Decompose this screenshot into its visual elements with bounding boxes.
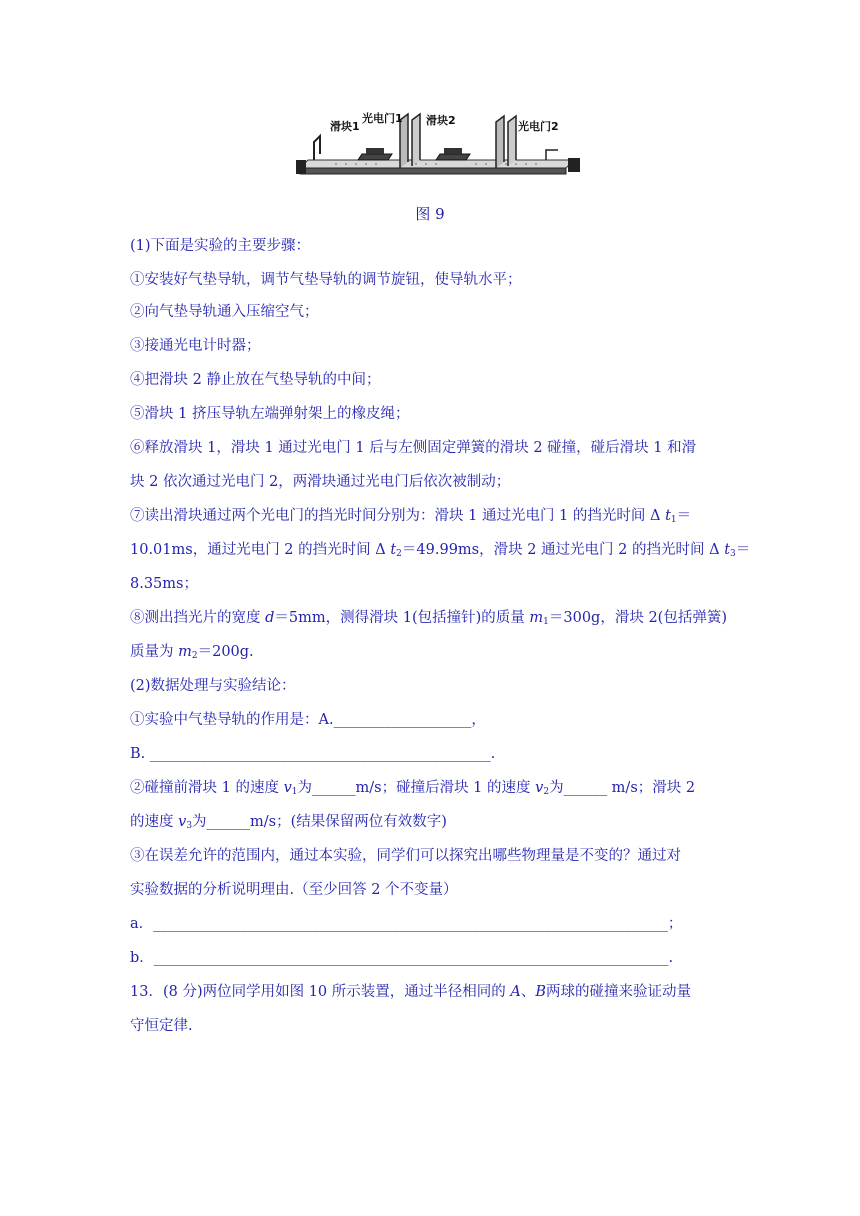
sub-2: 2 (396, 549, 402, 559)
air-track-figure (296, 110, 582, 188)
step-8-text-d: 质量为 (130, 644, 179, 660)
slider-1 (358, 154, 392, 160)
q2-text-d: 的速度 (130, 814, 179, 830)
var-t1: t (665, 508, 671, 524)
step-7-text-e: ＝ (735, 542, 751, 558)
photogate-2 (496, 116, 504, 168)
answer-b: b．_______________________________________________________________________. (130, 950, 674, 966)
answer-a: a．_______________________________________________________________________； (130, 916, 683, 932)
var-v3: v (178, 814, 187, 830)
right-end-block (568, 158, 580, 172)
q2-text-c: 为______ m/s；滑块 2 (549, 780, 696, 796)
question-1-a: ①实验中气垫导轨的作用是：A.___________________， (130, 712, 486, 728)
step-2: ②向气垫导轨通入压缩空气； (130, 304, 319, 320)
q2-text-a: ②碰撞前滑块 1 的速度 (130, 780, 284, 796)
step-6-line-2: 块 2 依次通过光电门 2，两滑块通过光电门后依次被制动； (130, 474, 511, 490)
step-7-text-d: ＝49.99ms，滑块 2 通过光电门 2 的挡光时间 Δ (401, 542, 725, 558)
problem-13-line-1 (130, 982, 730, 1002)
slider-2 (436, 154, 470, 160)
sub-v3: 3 (186, 821, 193, 831)
label-slider-1: 滑块1 (330, 120, 360, 133)
air-track-diagram (296, 110, 582, 188)
sub-3: 3 (730, 549, 736, 559)
var-v2: v (535, 780, 544, 796)
problem-13-line-2: 守恒定律. (130, 1018, 193, 1034)
p13-text-a: 13．(8 分)两位同学用如图 10 所示装置，通过半径相同的 (130, 984, 511, 1000)
q2-text-e: 为______m/s；(结果保留两位有效数字) (192, 814, 447, 830)
var-t2: t (390, 542, 397, 558)
left-end-block (296, 160, 306, 174)
var-A: A (510, 984, 521, 1000)
step-7-line-3: 8.35ms； (130, 576, 198, 592)
question-2-line-2 (130, 812, 730, 836)
step-3: ③接通光电计时器； (130, 338, 261, 354)
step-4: ④把滑块 2 静止放在气垫导轨的中间； (130, 372, 381, 388)
step-7-text-b: ＝ (676, 508, 692, 524)
step-7-line-2 (130, 540, 751, 564)
var-t3: t (724, 542, 731, 558)
step-8-line-1 (130, 608, 730, 632)
label-gate-1: 光电门1 (362, 112, 403, 125)
step-8-text-a: ⑧测出挡光片的宽度 (130, 610, 266, 626)
label-gate-2: 光电门2 (518, 120, 559, 133)
step-1: ①安装好气垫导轨，调节气垫导轨的调节旋钮，使导轨水平； (130, 272, 522, 288)
label-slider-2: 滑块2 (426, 114, 456, 127)
sub-m1: 1 (543, 617, 549, 627)
data-heading: (2)数据处理与实验结论： (130, 678, 296, 694)
q2-text-b: 为______m/s；碰撞后滑块 1 的速度 (297, 780, 536, 796)
p13-sep: 、 (520, 984, 536, 1000)
step-8-text-b: ＝5mm，测得滑块 1(包括撞针)的质量 (274, 610, 530, 626)
var-B: B (535, 984, 547, 1000)
step-5: ⑤滑块 1 挤压导轨左端弹射架上的橡皮绳； (130, 406, 410, 422)
sub-v2: 2 (543, 787, 550, 797)
var-v1: v (283, 780, 292, 796)
step-7-text-c: 10.01ms，通过光电门 2 的挡光时间 Δ (130, 542, 391, 558)
sub-1: 1 (670, 515, 677, 525)
step-7-line-1 (130, 506, 730, 530)
step-8-line-2 (130, 642, 730, 666)
figure-caption: 图 9 (415, 205, 445, 223)
step-8-text-e: ＝200g. (197, 644, 254, 660)
sub-m2: 2 (191, 651, 198, 661)
p13-text-b: 两球的碰撞来验证动量 (546, 984, 692, 1000)
question-2-line-1 (130, 778, 730, 802)
var-d: d (265, 610, 275, 626)
steps-heading: (1)下面是实验的主要步骤： (130, 238, 311, 254)
question-3-line-2: 实验数据的分析说明理由.（至少回答 2 个不变量） (130, 882, 458, 898)
sub-v1: 1 (291, 787, 298, 797)
question-3-line-1: ③在误差允许的范围内，通过本实验，同学们可以探究出哪些物理量是不变的？通过对 (130, 848, 681, 864)
question-1-b: B. _______________________________________________. (130, 746, 496, 762)
var-m2: m (178, 644, 192, 660)
step-8-text-c: ＝300g，滑块 2(包括弹簧) (548, 610, 727, 626)
step-7-text-a: ⑦读出滑块通过两个光电门的挡光时间分别为：滑块 1 通过光电门 1 的挡光时间 Δ (130, 508, 666, 524)
step-6-line-1: ⑥释放滑块 1，滑块 1 通过光电门 1 后与左侧固定弹簧的滑块 2 碰撞，碰后滑块 1 和滑 (130, 440, 697, 456)
var-m1: m (529, 610, 544, 626)
